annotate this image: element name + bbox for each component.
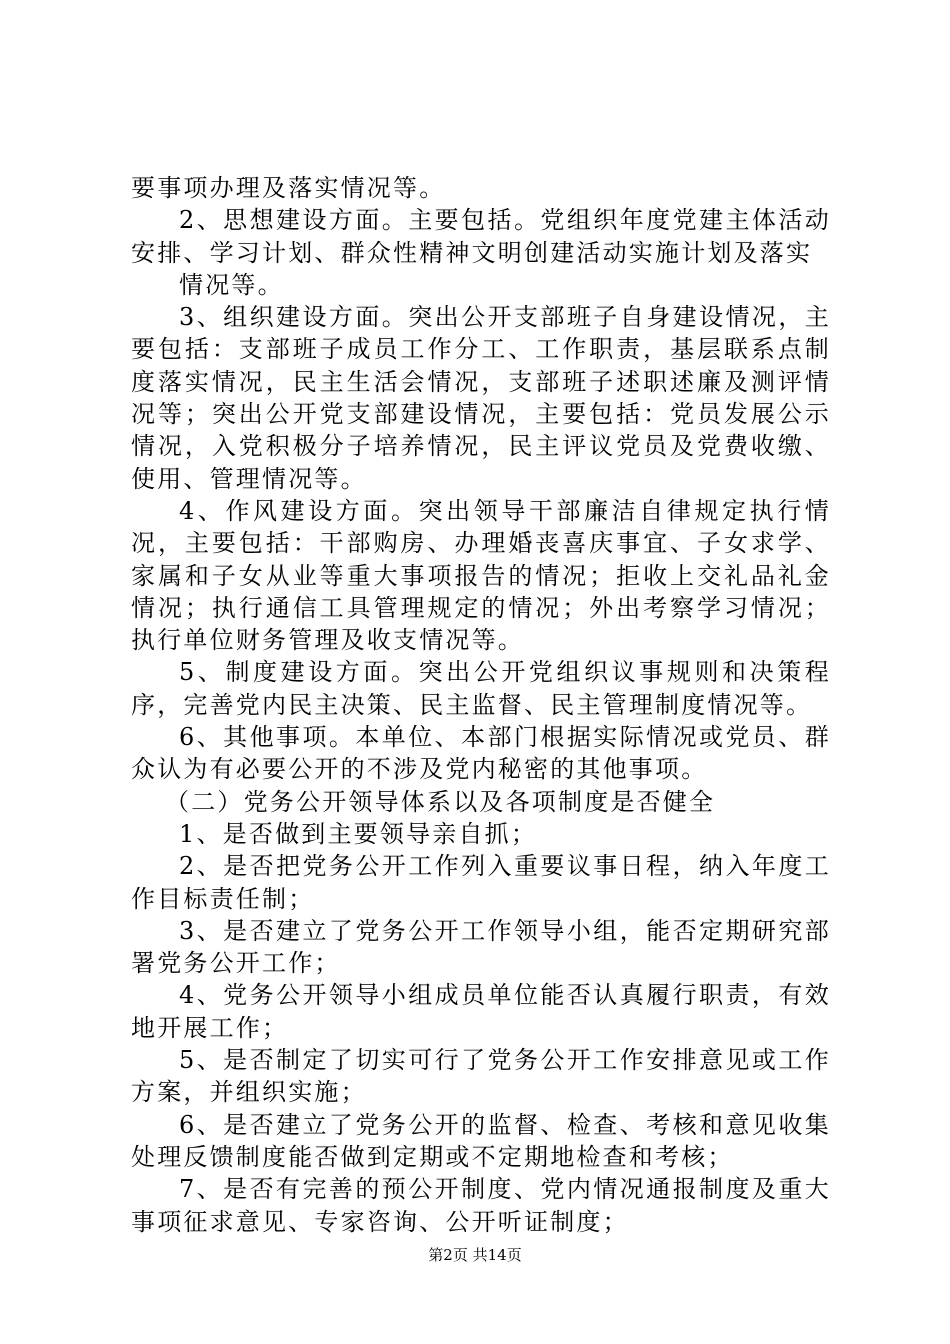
paragraph-continued-text: 要事项办理及落实情况等。	[131, 174, 446, 202]
paragraph-system-building: 5、制度建设方面。突出公开党组织议事规则和决策程序，完善党内民主决策、民主监督、民主管理制度情况等。	[131, 658, 831, 719]
list-item-3: 3、是否建立了党务公开工作领导小组，能否定期研究部署党务公开工作；	[131, 916, 831, 978]
list-item-5: 5、是否制定了切实可行了党务公开工作安排意见或工作方案，并组织实施；	[131, 1046, 831, 1107]
paragraph-ideological-building-continued: 情况等。	[179, 270, 284, 299]
list-item-6: 6、是否建立了党务公开的监督、检查、考核和意见收集处理反馈制度能否做到定期或不定期地检查和考核；	[131, 1110, 831, 1171]
section-heading-leadership-system: （二）党务公开领导体系以及各项制度是否健全	[165, 787, 716, 816]
paragraph-work-style-building: 4、作风建设方面。突出领导干部廉洁自律规定执行情况，主要包括：干部购房、办理婚丧喜庆事宜、子女求学、家属和子女从业等重大事项报告的情况；拒收上交礼品礼金情况；执行通信工具管理规定的情况；外出考察学习情况；执行单位财务管理及收支情况等。	[131, 496, 831, 655]
list-item-4: 4、党务公开领导小组成员单位能否认真履行职责，有效地开展工作；	[131, 981, 831, 1042]
page-number-footer: 第2页 共14页	[428, 1246, 522, 1264]
list-item-7: 7、是否有完善的预公开制度、党内情况通报制度及重大事项征求意见、专家咨询、公开听证制度；	[131, 1175, 831, 1236]
paragraph-organizational-building: 3、组织建设方面。突出公开支部班子自身建设情况，主要包括：支部班子成员工作分工、工作职责，基层联系点制度落实情况，民主生活会情况，支部班子述职述廉及测评情况等；突出公开党支部建设情况，主要包括：党员发展公示情况，入党积极分子培养情况，民主评议党员及党费收缴、使用、管理情况等。	[131, 303, 831, 493]
list-item-2: 2、是否把党务公开工作列入重要议事日程，纳入年度工作目标责任制；	[131, 852, 831, 913]
paragraph-other-matters: 6、其他事项。本单位、本部门根据实际情况或党员、群众认为有必要公开的不涉及党内秘密的其他事项。	[131, 723, 831, 784]
document-body	[131, 172, 831, 1238]
paragraph-ideological-building: 2、思想建设方面。主要包括。党组织年度党建主体活动安排、学习计划、群众性精神文明创建活动实施计划及落实	[131, 206, 831, 267]
list-item-1: 1、是否做到主要领导亲自抓；	[179, 819, 538, 848]
